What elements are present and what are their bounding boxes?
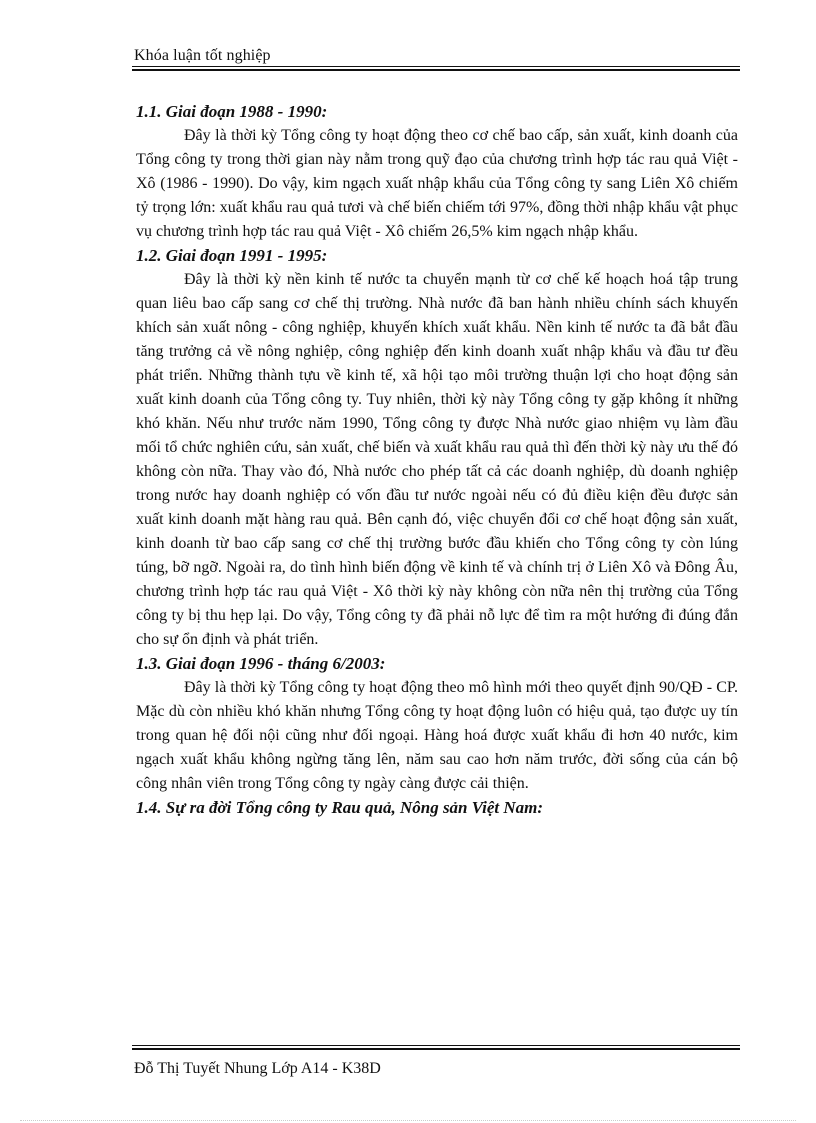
header-title: Khóa luận tốt nghiệp [134,47,271,64]
body-content [136,100,738,820]
footer-rule-thin [132,1045,740,1046]
footer-author: Đỗ Thị Tuyết Nhung Lớp A14 - K38D [134,1060,381,1077]
section-paragraph-1-3: Đây là thời kỳ Tổng công ty hoạt động theo mô hình mới theo quyết định 90/QĐ - CP. Mặc dù còn nhiều khó khăn nhưng Tổng công ty hoạt động luôn có hiệu quả, tạo được uy tín trong quan hệ đối nội cũng như đối ngoại. Hàng hoá được xuất khẩu đi hơn 40 nước, kim ngạch xuất khẩu không ngừng tăng lên, năm sau cao hơn năm trước, đời sống của cán bộ công nhân viên trong Tổng công ty ngày càng được cải thiện. [136,679,738,792]
section-heading-1-4: 1.4. Sự ra đời Tổng công ty Rau quả, Nông sản Việt Nam: [136,798,544,817]
section-paragraph-1-1: Đây là thời kỳ Tổng công ty hoạt động theo cơ chế bao cấp, sản xuất, kinh doanh của Tổng công ty trong thời gian này nằm trong quỹ đạo của chương trình hợp tác rau quả Việt - Xô (1986 - 1990). Do vậy, kim ngạch xuất nhập khẩu của Tổng công ty sang Liên Xô chiếm tỷ trọng lớn: xuất khẩu rau quả tươi và chế biến chiếm tới 97%, đồng thời nhập khẩu vật phục vụ chương trình hợp tác rau quả Việt - Xô chiếm 26,5% kim ngạch nhập khẩu. [136,127,738,240]
header-rule-thin [132,66,740,67]
page-edge-divider [20,1120,796,1121]
section-paragraph-1-2: Đây là thời kỳ nền kinh tế nước ta chuyển mạnh từ cơ chế kế hoạch hoá tập trung quan liêu bao cấp sang cơ chế thị trường. Nhà nước đã ban hành nhiều chính sách khuyến khích sản xuất nông - công nghiệp, khuyến khích xuất khẩu. Nền kinh tế nước ta đã bắt đầu tăng trưởng cả về nông nghiệp, công nghiệp đến kinh doanh xuất nhập khẩu và đầu tư đều phát triển. Những thành tựu về kinh tế, xã hội tạo môi trường thuận lợi cho hoạt động sản xuất kinh doanh của Tổng công ty. Tuy nhiên, thời kỳ này Tổng công ty gặp không ít những khó khăn. Nếu như trước năm 1990, Tổng công ty được Nhà nước giao nhiệm vụ làm đầu mối tổ chức nghiên cứu, sản xuất, chế biến và xuất khẩu rau quả thì đến thời kỳ này ưu thế đó không còn nữa. Thay vào đó, Nhà nước cho phép tất cả các doanh nghiệp, dù doanh nghiệp trong nước hay doanh nghiệp có vốn đầu tư nước ngoài nếu có đủ điều kiện đều được sản xuất kinh doanh mặt hàng rau quả. Bên cạnh đó, việc chuyển đổi cơ chế hoạt động sản xuất, kinh doanh từ bao cấp sang cơ chế thị trường bước đầu khiến cho Tổng công ty còn lúng túng, bỡ ngỡ. Ngoài ra, do tình hình biến động về kinh tế và chính trị ở Liên Xô và Đông Âu, chương trình hợp tác rau quả Việt - Xô thời kỳ này không còn nữa nên thị trường của Tổng công ty bị thu hẹp lại. Do vậy, Tổng công ty đã phải nỗ lực để tìm ra một hướng đi đúng đắn cho sự ổn định và phát triển. [136,271,738,648]
section-heading-1-2: 1.2. Giai đoạn 1991 - 1995: [136,246,328,265]
header-rule-thick [132,69,740,71]
section-heading-1-3: 1.3. Giai đoạn 1996 - tháng 6/2003: [136,654,386,673]
footer-rule-thick [132,1048,740,1050]
section-heading-1-1: 1.1. Giai đoạn 1988 - 1990: [136,102,328,121]
